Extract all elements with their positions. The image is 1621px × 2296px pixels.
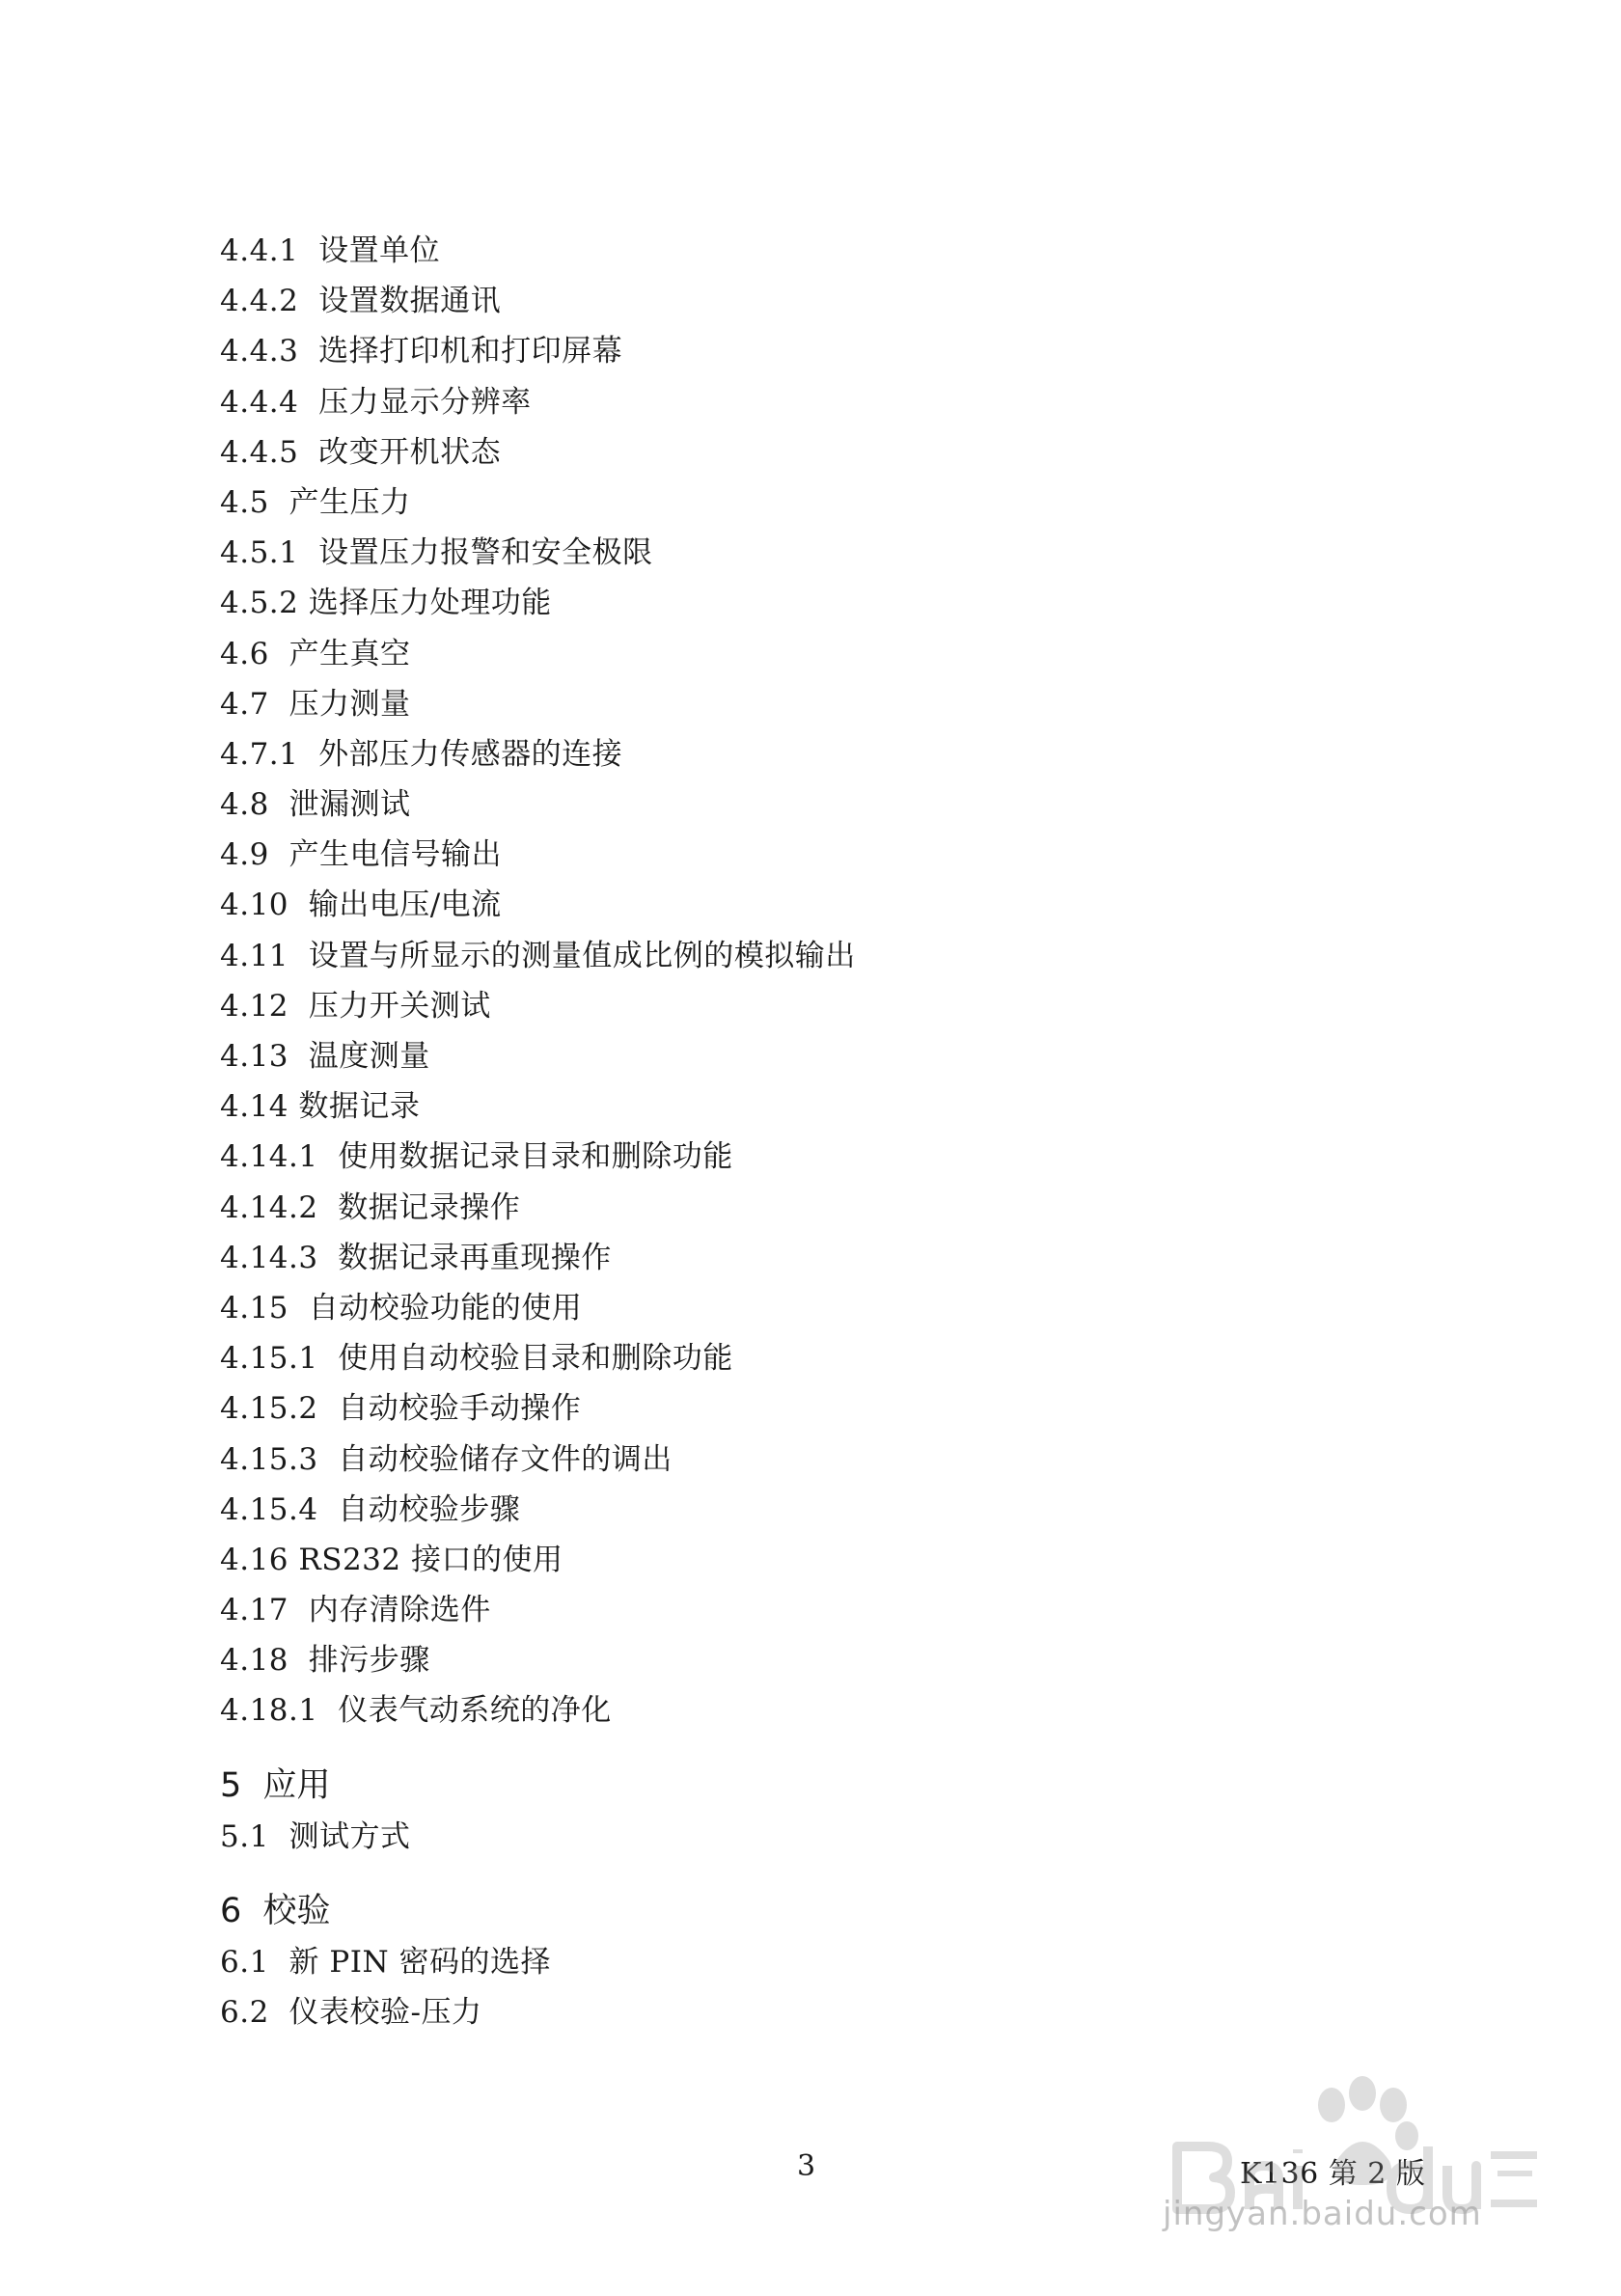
toc-entry: 4.15.3 自动校验储存文件的调出 [220, 1441, 673, 1477]
toc-entry: 4.15.4 自动校验步骤 [220, 1491, 521, 1527]
toc-entry: 4.18.1 仪表气动系统的净化 [220, 1693, 612, 1729]
section-heading-6: 6 校验 [220, 1891, 331, 1930]
toc-entry: 4.4.5 改变开机状态 [220, 434, 502, 470]
toc-entry: 4.14.2 数据记录操作 [220, 1189, 521, 1225]
toc-entry: 4.15.2 自动校验手动操作 [220, 1391, 582, 1427]
document-version: K136 第 2 版 [1240, 2157, 1426, 2191]
toc-entry: 4.6 产生真空 [220, 636, 411, 671]
toc-list-section-5 [220, 1812, 1378, 1862]
toc-entry: 4.4.2 设置数据通讯 [220, 284, 502, 319]
toc-entry: 4.7.1 外部压力传感器的连接 [220, 736, 623, 772]
section-heading-5: 5 应用 [220, 1765, 331, 1805]
toc-entry: 4.5 产生压力 [220, 484, 411, 520]
table-of-contents [220, 226, 1378, 2037]
toc-entry: 4.11 设置与所显示的测量值成比例的模拟输出 [220, 938, 856, 973]
toc-entry: 4.8 泄漏测试 [220, 787, 411, 823]
toc-entry: 4.5.2 选择压力处理功能 [220, 586, 552, 621]
toc-entry: 5.1 测试方式 [220, 1818, 411, 1854]
toc-entry: 6.1 新 PIN 密码的选择 [220, 1944, 551, 1980]
toc-list [220, 226, 1378, 1736]
toc-entry: 4.4.1 设置单位 [220, 233, 441, 268]
toc-entry: 4.15.1 使用自动校验目录和删除功能 [220, 1341, 733, 1377]
toc-list-section-6 [220, 1937, 1378, 2037]
toc-entry: 6.2 仪表校验-压力 [220, 1995, 482, 2030]
toc-entry: 4.7 压力测量 [220, 686, 411, 722]
toc-entry: 4.15 自动校验功能的使用 [220, 1290, 583, 1326]
toc-entry: 4.14 数据记录 [220, 1089, 421, 1125]
toc-entry: 4.13 温度测量 [220, 1039, 430, 1074]
toc-entry: 4.9 产生电信号输出 [220, 837, 503, 873]
page-number: 3 [797, 2149, 816, 2183]
toc-entry: 4.4.3 选择打印机和打印屏幕 [220, 334, 623, 369]
toc-entry: 4.17 内存清除选件 [220, 1593, 491, 1628]
toc-entry: 4.18 排污步骤 [220, 1643, 430, 1679]
toc-entry: 4.5.1 设置压力报警和安全极限 [220, 535, 653, 571]
toc-entry: 4.4.4 压力显示分辨率 [220, 384, 532, 420]
toc-entry: 4.12 压力开关测试 [220, 988, 491, 1024]
toc-entry: 4.16 RS232 接口的使用 [220, 1542, 563, 1577]
toc-entry: 4.14.1 使用数据记录目录和删除功能 [220, 1139, 733, 1175]
watermark-url: jingyan.baidu.com [1163, 2195, 1482, 2233]
toc-entry: 4.10 输出电压/电流 [220, 888, 502, 923]
toc-entry: 4.14.3 数据记录再重现操作 [220, 1240, 612, 1275]
